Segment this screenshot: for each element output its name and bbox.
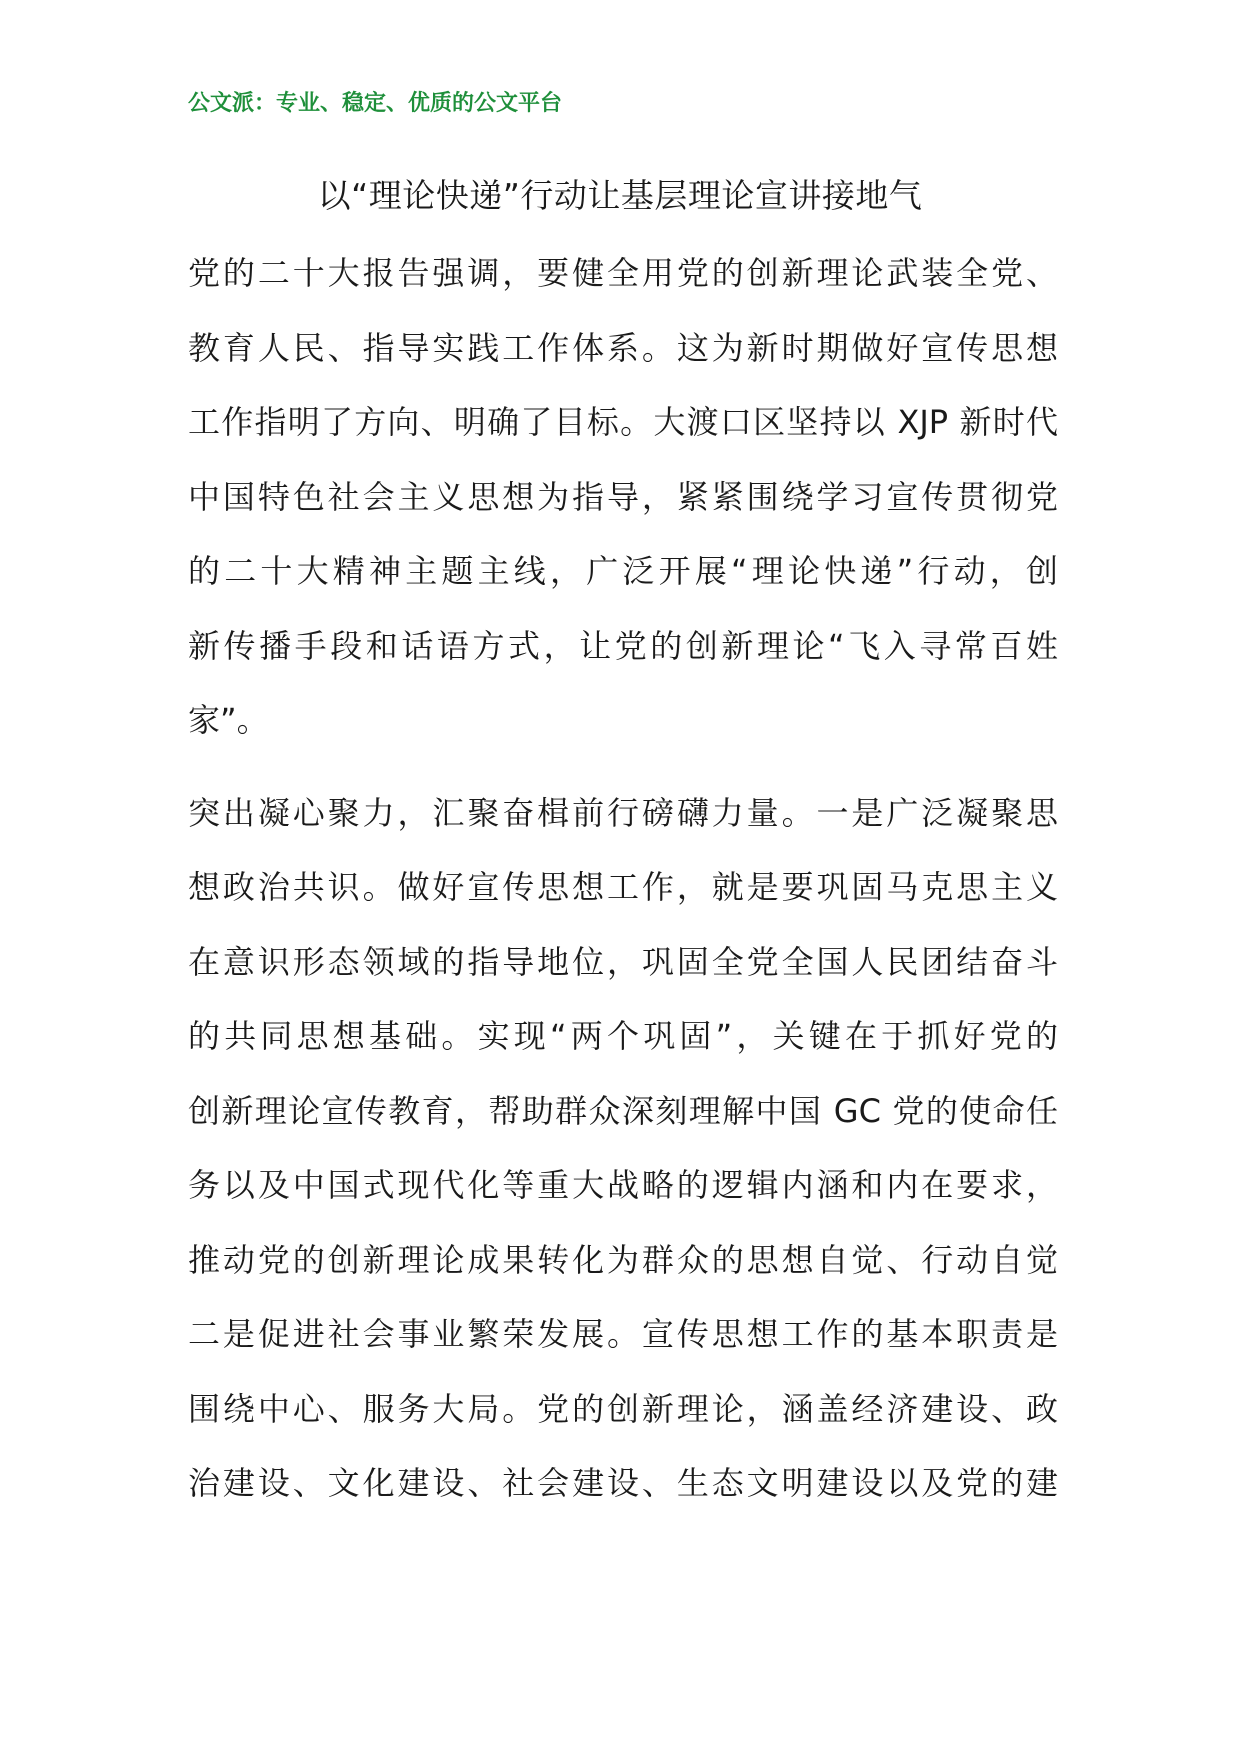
document-title: 以“理论快递”行动让基层理论宣讲接地气 [317, 176, 923, 215]
body-line: 家”。 [188, 701, 269, 739]
body-line: 务以及中国式现代化等重大战略的逻辑内涵和内在要求， [188, 1166, 1058, 1204]
body-line: 治建设、文化建设、社会建设、生态文明建设以及党的建 [188, 1464, 1058, 1502]
body-line: 党的二十大报告强调，要健全用党的创新理论武装全党、 [188, 254, 1058, 292]
paragraph-intro [188, 236, 1058, 758]
body-line: 突出凝心聚力，汇聚奋楫前行磅礴力量。一是广泛凝聚思 [188, 793, 1058, 832]
body-line: 推动党的创新理论成果转化为群众的思想自觉、行动自觉 [188, 1240, 1058, 1279]
body-line: 中国特色社会主义思想为指导，紧紧围绕学习宣传贯彻党 [188, 477, 1058, 516]
document-body [188, 236, 1058, 1539]
body-line: 工作指明了方向、明确了目标。大渡口区坚持以 XJP 新时代 [188, 403, 1058, 441]
body-line: 的二十大精神主题主线，广泛开展“理论快递”行动，创 [188, 552, 1058, 590]
body-line: 教育人民、指导实践工作体系。这为新时期做好宣传思想 [188, 328, 1058, 367]
body-line: 想政治共识。做好宣传思想工作，就是要巩固马克思主义 [188, 868, 1058, 906]
body-line: 二是促进社会事业繁荣发展。宣传思想工作的基本职责是 [188, 1315, 1058, 1353]
body-line: 围绕中心、服务大局。党的创新理论，涵盖经济建设、政 [188, 1389, 1058, 1428]
paragraph-cohesion [188, 776, 1058, 1521]
body-line: 在意识形态领域的指导地位，巩固全党全国人民团结奋斗 [188, 942, 1058, 981]
body-line: 创新理论宣传教育，帮助群众深刻理解中国 GC 党的使命任 [188, 1091, 1058, 1130]
body-line: 新传播手段和话语方式，让党的创新理论“飞入寻常百姓 [188, 626, 1058, 665]
body-line: 的共同思想基础。实现“两个巩固”，关键在于抓好党的 [188, 1017, 1058, 1055]
platform-header-note: 公文派：专业、稳定、优质的公文平台 [188, 90, 563, 116]
